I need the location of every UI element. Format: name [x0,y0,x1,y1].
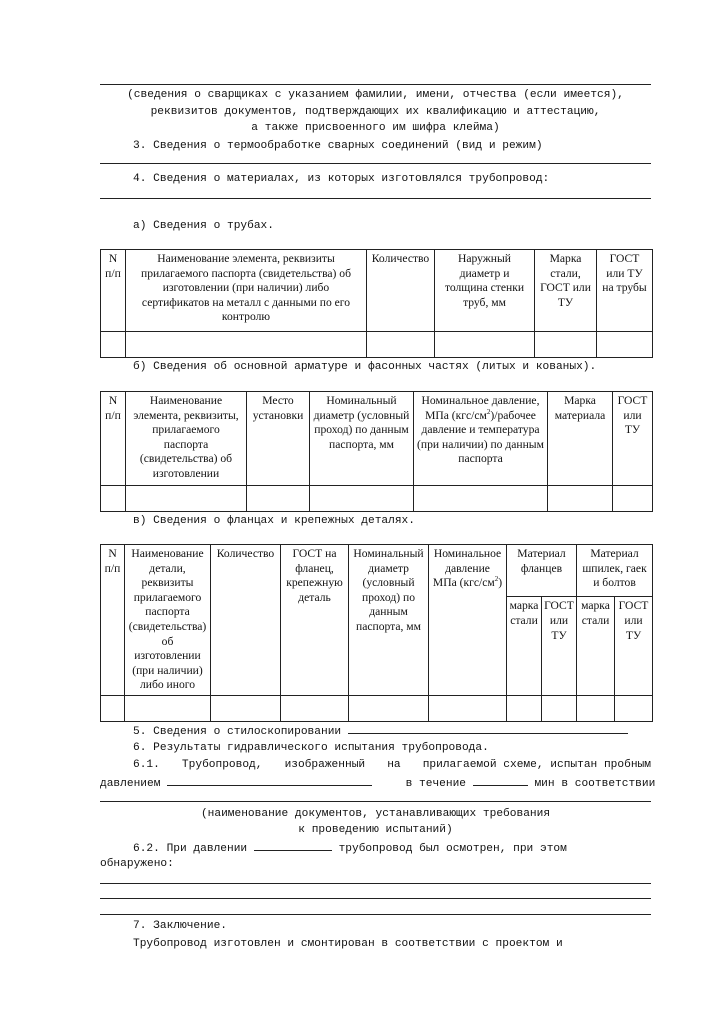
table-cell[interactable] [101,486,126,512]
table-cell[interactable] [126,332,367,358]
table-cell[interactable] [310,486,414,512]
text-fragment: Трубопровод, [181,759,263,771]
table-cell[interactable] [435,332,535,358]
table-row [101,486,653,512]
table-cell[interactable] [247,486,310,512]
header-text: ) [498,576,503,590]
table-cell[interactable] [367,332,435,358]
table-cell[interactable] [597,332,653,358]
header-number: N п/п [101,545,125,696]
table-cell[interactable] [101,695,125,721]
table-cell[interactable] [211,695,281,721]
table-header-row [101,250,653,332]
subheader-gost: ГОСТ или ТУ [615,597,653,696]
fill-line[interactable] [100,883,651,884]
section-5-heading: 5. Сведения о стилоскопировании [133,726,342,738]
text-fragment: изображенный [284,759,366,771]
table-cell[interactable] [101,332,126,358]
header-nominal-diameter: Номинальный диаметр (условный проход) по данным паспорта, мм [349,545,429,696]
header-nominal-diameter: Номинальный диаметр (условный проход) по данным паспорта, мм [310,392,414,486]
section-6-heading: 6. Результаты гидравлического испытания трубопровода. [133,742,489,754]
welders-note-line1: (сведения о сварщиках с указанием фамилии, имени, отчества (если имеется), [127,89,624,101]
header-text: Номинальное давление, МПа (кгс/см [421,394,540,422]
header-nominal-pressure [429,545,507,696]
header-steel-grade: Марка стали, ГОСТ или ТУ [535,250,597,332]
fill-line[interactable] [100,914,651,915]
duration-blank[interactable] [473,774,528,786]
table-row [101,332,653,358]
header-nominal-pressure [414,392,548,486]
superscript: 2 [486,407,491,416]
header-gost-flange: ГОСТ на фланец, крепежную деталь [281,545,349,696]
text-fragment: 6.2. При давлении [133,843,248,855]
table-cell[interactable] [414,486,548,512]
table-cell[interactable] [429,695,507,721]
table-header-row [101,545,653,597]
stylo-blank[interactable] [348,722,628,734]
header-quantity: Количество [367,250,435,332]
section-6-2-line [133,839,567,857]
text-fragment: в течение [405,778,467,790]
header-flange-material: Материал фланцев [507,545,577,597]
section-6-1-line [133,757,651,773]
header-gost-pipes: ГОСТ или ТУ на трубы [597,250,653,332]
header-number: N п/п [101,250,126,332]
text-fragment: 6.1. [133,759,160,771]
table-cell[interactable] [577,695,615,721]
header-element-name: Наименование элемента, реквизиты, прилагаемого паспорта (свидетельства) об изготовлении [126,392,247,486]
header-install-location: Место установки [247,392,310,486]
table-cell[interactable] [349,695,429,721]
table-row [101,695,653,721]
text-fragment: давлением [100,778,161,790]
table-cell[interactable] [125,695,211,721]
docs-note-line2: к проведению испытаний) [298,824,453,836]
subheader-steel-grade: марка стали [577,597,615,696]
table-cell[interactable] [281,695,349,721]
header-part-name: Наименование детали, реквизиты прилагаемого паспорта (свидетельства) об изготовлении (при наличии) либо иного [125,545,211,696]
conclusion-text: Трубопровод изготовлен и смонтирован в соответствии с проектом и [133,938,563,950]
section-3-heading: 3. Сведения о термообработке сварных соединений (вид и режим) [133,140,543,152]
fill-line[interactable] [100,898,651,899]
flanges-caption: в) Сведения о фланцах и крепежных деталях. [133,515,415,527]
pipes-caption: а) Сведения о трубах. [133,220,274,232]
table-cell[interactable] [613,486,653,512]
header-number: N п/п [101,392,126,486]
table-cell[interactable] [507,695,542,721]
fittings-caption: б) Сведения об основной арматуре и фасонных частях (литых и кованых). [133,361,597,373]
header-fastener-material: Материал шпилек, гаек и болтов [577,545,653,597]
docs-note-line1: (наименование документов, устанавливающих требования [200,808,551,820]
fittings-table [100,391,653,512]
pipes-table [100,249,653,358]
text-fragment: трубопровод был осмотрен, при этом [338,843,567,855]
pressure-blank[interactable] [254,839,332,851]
section-7-heading: 7. Заключение. [133,920,227,932]
welders-note-line2: реквизитов документов, подтверждающих их квалификацию и аттестацию, [150,106,601,118]
table-cell[interactable] [548,486,613,512]
table-cell[interactable] [542,695,577,721]
header-quantity: Количество [211,545,281,696]
section-4-heading: 4. Сведения о материалах, из которых изготовлялся трубопровод: [133,173,550,185]
table-cell[interactable] [615,695,653,721]
header-diameter-thickness: Наружный диаметр и толщина стенки труб, мм [435,250,535,332]
welders-note-line3: а также присвоенного им шифра клейма) [251,122,500,134]
fill-line[interactable] [100,163,651,164]
pressure-line [100,774,655,792]
table-header-row [101,392,653,486]
text-fragment: мин в соответствии [534,778,656,790]
table-cell[interactable] [535,332,597,358]
table-cell[interactable] [126,486,247,512]
text-fragment: прилагаемой схеме, испытан пробным [422,759,651,771]
subheader-steel-grade: марка стали [507,597,542,696]
header-text: )/рабочее давление и температура (при наличии) по данным паспорта [417,408,544,466]
superscript: 2 [494,575,499,584]
subheader-gost: ГОСТ или ТУ [542,597,577,696]
flanges-table [100,544,653,722]
fill-line[interactable] [100,801,651,802]
section-5-line [133,722,628,740]
found-label: обнаружено: [100,858,174,870]
header-gost: ГОСТ или ТУ [613,392,653,486]
test-pressure-blank[interactable] [167,774,372,786]
fill-line[interactable] [100,84,651,85]
header-material-grade: Марка материала [548,392,613,486]
fill-line[interactable] [100,198,651,199]
header-text: Номинальное давление МПа (кгс/см [432,547,502,590]
header-element-name: Наименование элемента, реквизиты прилагаемого паспорта (свидетельства) об изготовлении (при наличии) либо сертификатов на металл с данными по его контролю [126,250,367,332]
text-fragment: на [387,759,401,771]
